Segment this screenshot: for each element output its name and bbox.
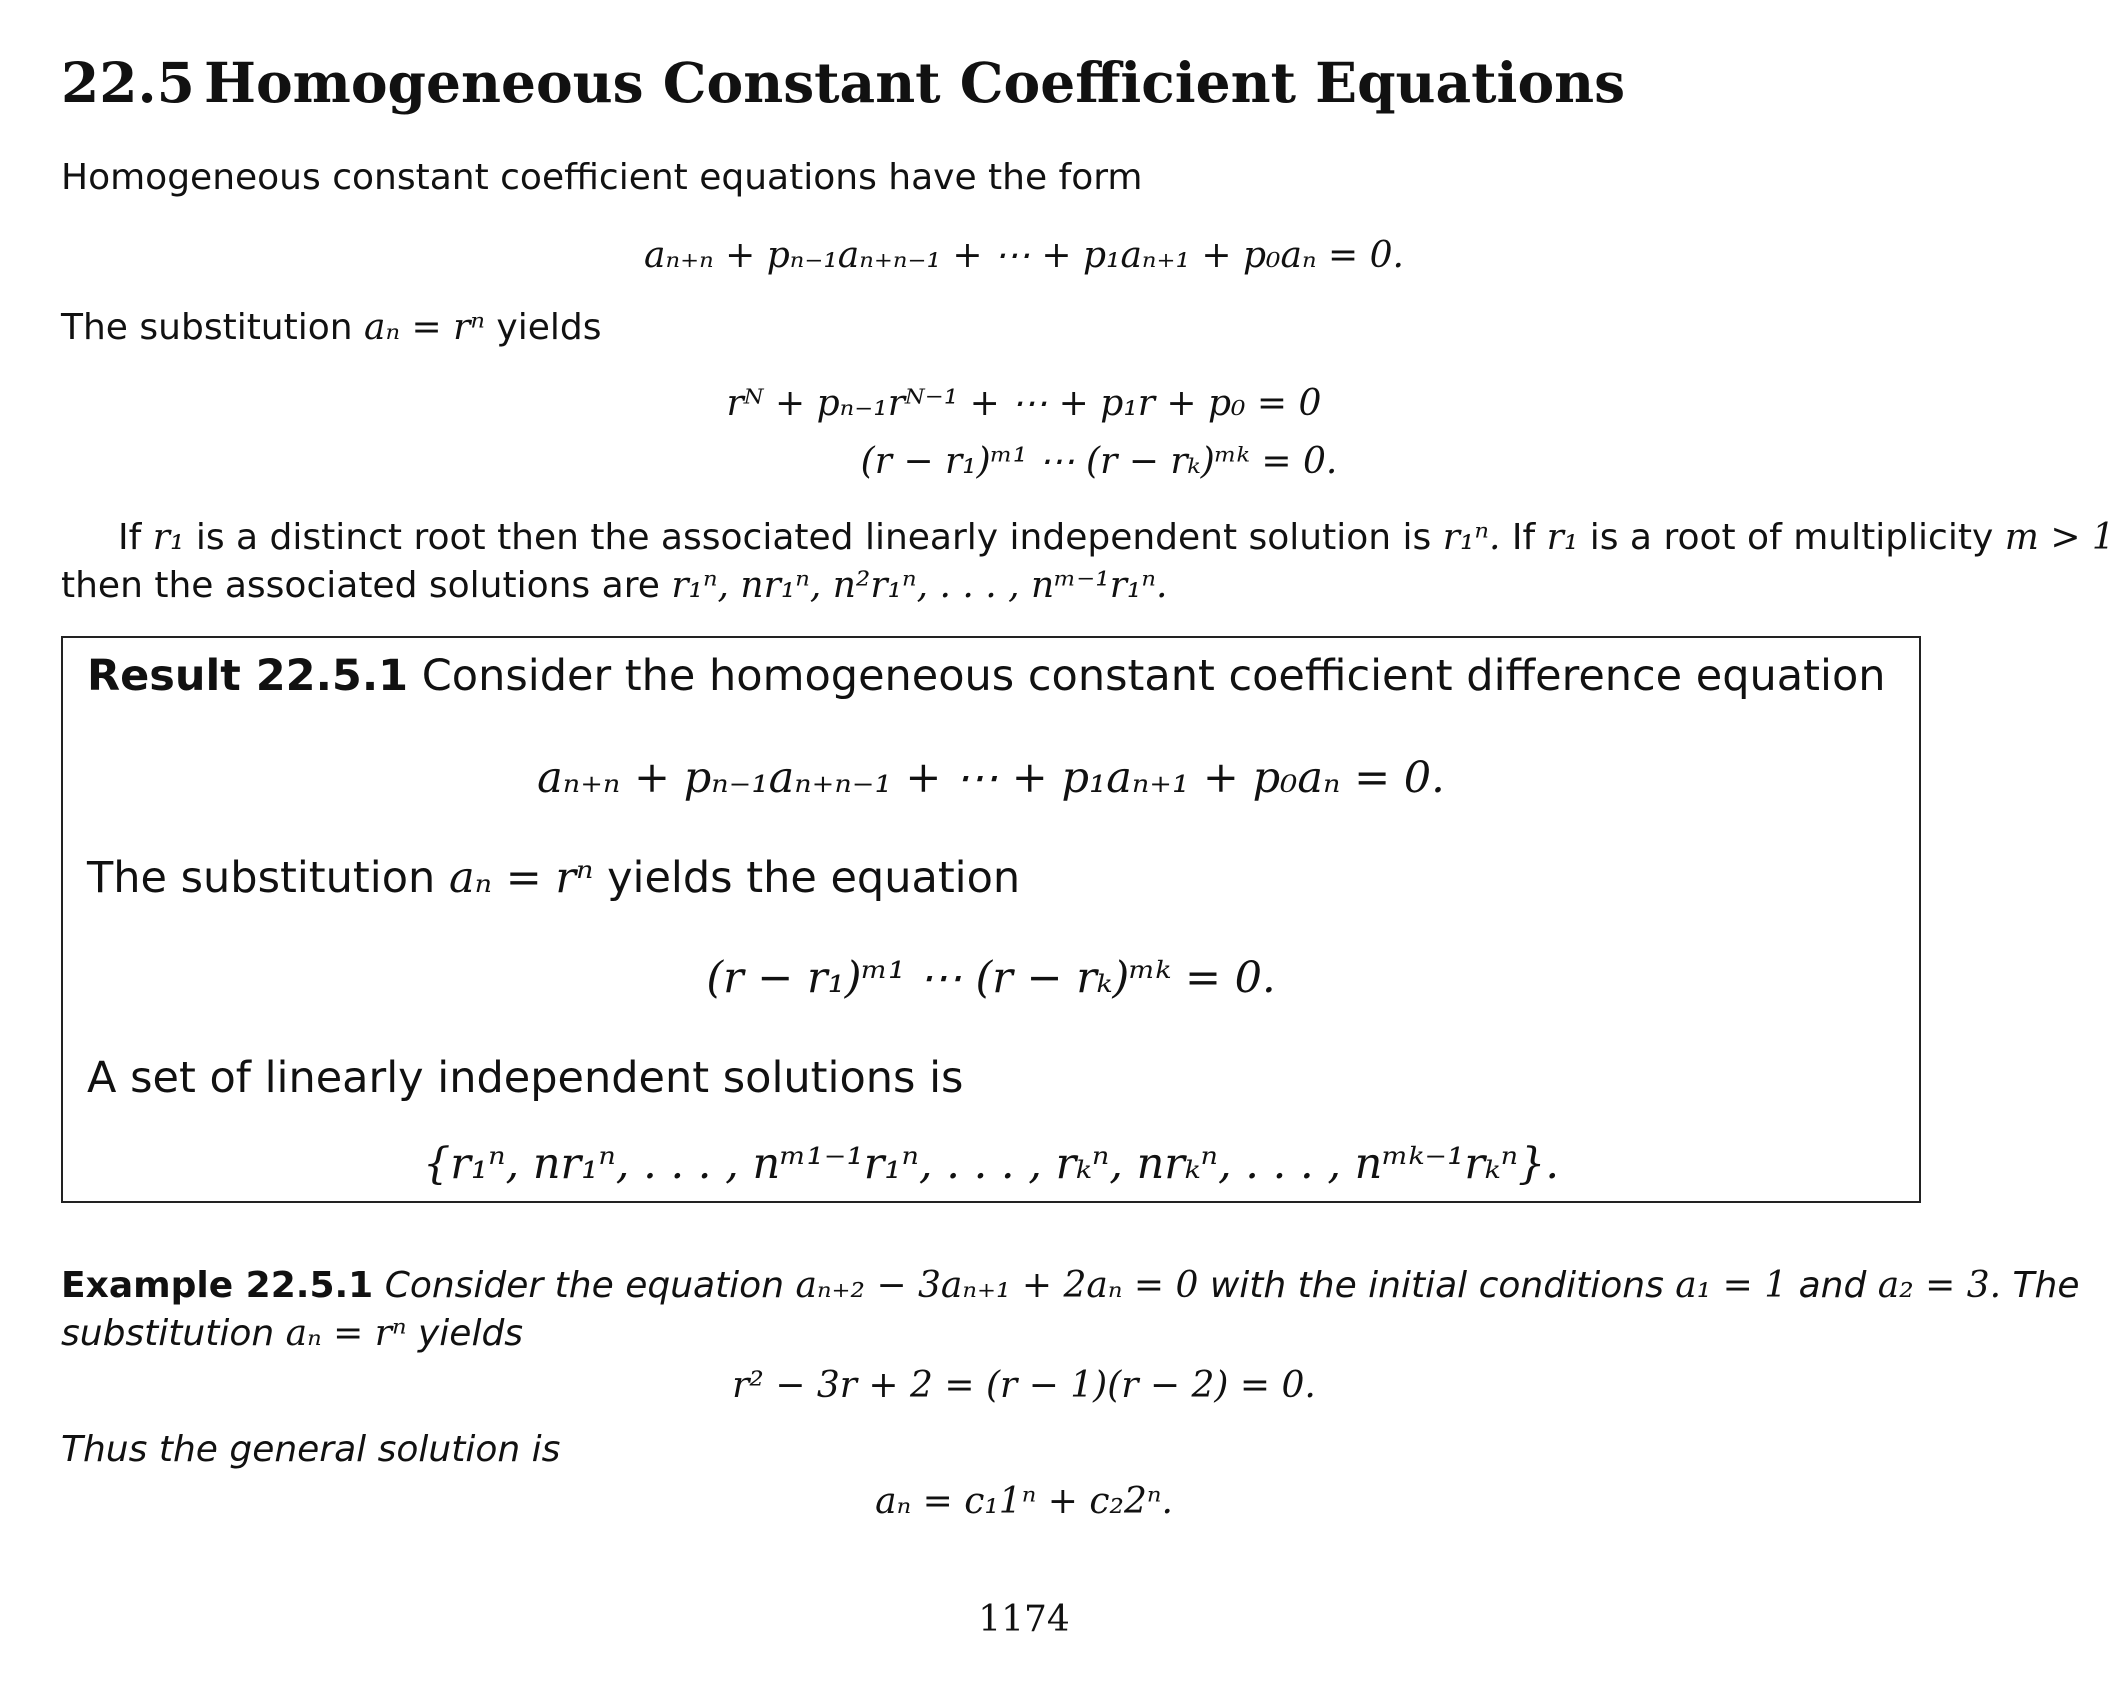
result-equation: aₙ₊ₙ + pₙ₋₁aₙ₊ₙ₋₁ + ⋯ + p₁aₙ₊₁ + p₀aₙ = 0. <box>537 753 1445 803</box>
substitution-suffix: yields <box>496 307 602 348</box>
result-text: Consider the homogeneous constant coefficient difference equation <box>421 651 1886 701</box>
roots-math: r₁ⁿ, nr₁ⁿ, n²r₁ⁿ, . . . , nᵐ⁻¹r₁ⁿ. <box>671 565 1168 606</box>
example-text: The <box>2012 1265 2080 1306</box>
example-text: yields <box>418 1313 524 1354</box>
example-math: aₙ₊₂ − 3aₙ₊₁ + 2aₙ = 0 <box>795 1265 1199 1306</box>
roots-text: If <box>118 517 142 558</box>
result-solutions-intro: A set of linearly independent solutions is <box>87 1053 964 1103</box>
example-text: Consider the equation <box>384 1265 785 1306</box>
section-title: Homogeneous Constant Coefficient Equations <box>204 50 1626 115</box>
page-number: 1174 <box>978 1599 1070 1640</box>
roots-text: is a root of multiplicity <box>1589 517 1994 558</box>
result-box <box>61 636 1921 1203</box>
roots-math: r₁ <box>1546 517 1579 558</box>
example-line-2 <box>61 1310 523 1358</box>
example-text: substitution <box>61 1313 275 1354</box>
example-label: Example 22.5.1 <box>61 1265 374 1306</box>
example-math: a₂ = 3. <box>1877 1265 2002 1306</box>
characteristic-equation: rᴺ + pₙ₋₁rᴺ⁻¹ + ⋯ + p₁r + p₀ = 0 <box>726 383 1322 424</box>
example-text: and <box>1798 1265 1867 1306</box>
roots-text: is a distinct root then the associated linearly independent solution is <box>195 517 1432 558</box>
result-statement <box>87 648 1886 704</box>
equation-general-form: aₙ₊ₙ + pₙ₋₁aₙ₊ₙ₋₁ + ⋯ + p₁aₙ₊₁ + p₀aₙ = 0. <box>644 235 1404 276</box>
roots-text: If <box>1511 517 1536 558</box>
result-factored-equation: (r − r₁)ᵐ¹ ⋯ (r − rₖ)ᵐᵏ = 0. <box>706 953 1276 1003</box>
roots-math: r₁ <box>152 517 185 558</box>
result-substitution <box>87 850 1020 906</box>
result-text: yields the equation <box>607 853 1021 903</box>
result-solution-set: {r₁ⁿ, nr₁ⁿ, . . . , nᵐ¹⁻¹r₁ⁿ, . . . , rₖⁿ, nrₖⁿ, . . . , nᵐᵏ⁻¹rₖⁿ}. <box>422 1139 1560 1189</box>
factored-equation: (r − r₁)ᵐ¹ ⋯ (r − rₖ)ᵐᵏ = 0. <box>860 441 1338 482</box>
roots-text: then the associated solutions are <box>61 565 660 606</box>
substitution-paragraph <box>61 304 601 352</box>
section-heading <box>61 48 1625 118</box>
example-general-solution: aₙ = c₁1ⁿ + c₂2ⁿ. <box>875 1481 1173 1522</box>
result-math: aₙ = rⁿ <box>448 853 594 903</box>
example-math: aₙ = rⁿ <box>285 1313 407 1354</box>
result-label: Result 22.5.1 <box>87 651 409 701</box>
example-characteristic-equation: r² − 3r + 2 = (r − 1)(r − 2) = 0. <box>732 1365 1316 1406</box>
substitution-math: aₙ = rⁿ <box>364 307 485 348</box>
roots-paragraph-line-2 <box>61 562 1167 610</box>
result-text: The substitution <box>87 853 436 903</box>
section-number: 22.5 <box>61 50 195 115</box>
substitution-prefix: The substitution <box>61 307 353 348</box>
roots-math: r₁ⁿ. <box>1442 517 1501 558</box>
example-math: a₁ = 1 <box>1675 1265 1788 1306</box>
roots-math: m > 1 <box>2004 517 2115 558</box>
intro-paragraph: Homogeneous constant coefficient equations have the form <box>61 157 1143 198</box>
example-text: with the initial conditions <box>1209 1265 1664 1306</box>
example-general-intro: Thus the general solution is <box>61 1429 561 1470</box>
example-line-1 <box>61 1262 2080 1310</box>
roots-paragraph-line-1 <box>118 514 2115 562</box>
